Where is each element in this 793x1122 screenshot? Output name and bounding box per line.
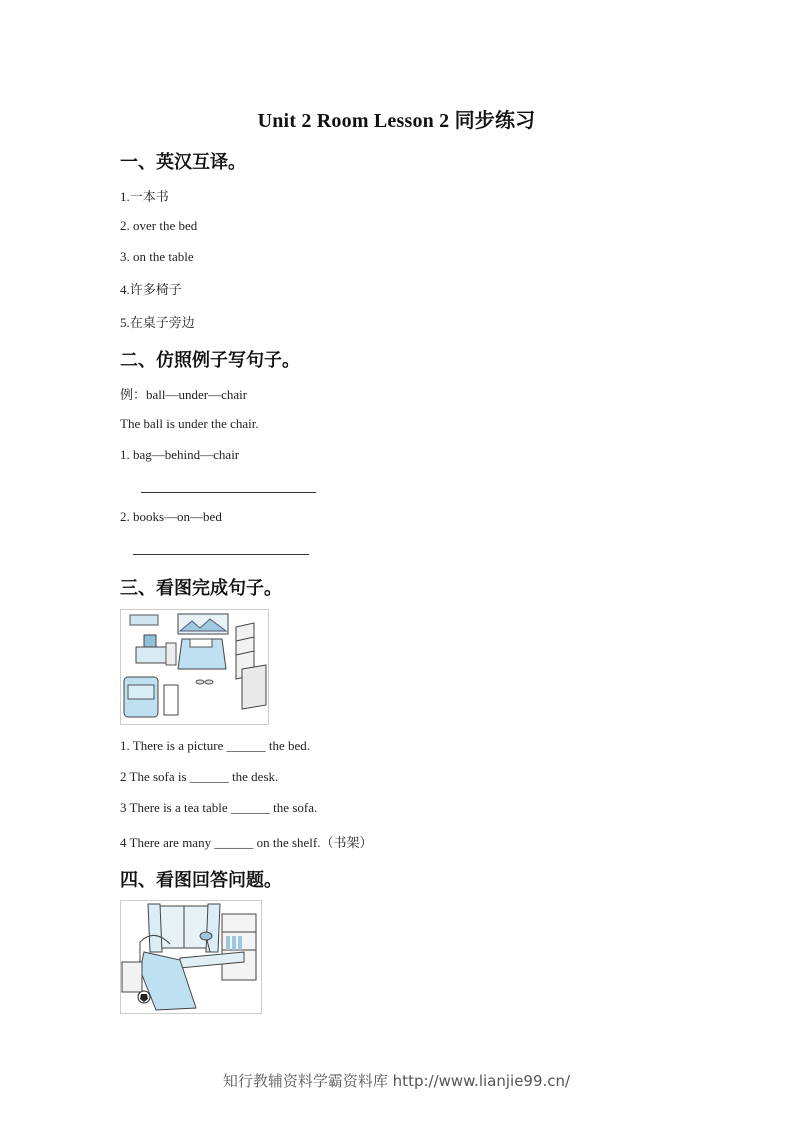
bedroom-picture-2 xyxy=(120,900,262,1014)
page-title: Unit 2 Room Lesson 2 同步练习 xyxy=(257,110,536,132)
question-item: 3. on the table xyxy=(120,249,194,264)
question-item: 1.一本书 xyxy=(120,189,169,204)
question-item: 1. There is a picture ______ the bed. xyxy=(120,738,311,753)
example-answer: The ball is under the chair. xyxy=(120,416,259,431)
answer-blank-line[interactable] xyxy=(141,492,316,493)
question-item: 4.许多椅子 xyxy=(120,282,182,297)
question-item: 4 There are many ______ on the shelf.（书架） xyxy=(120,835,373,850)
question-item: 3 There is a tea table ______ the sofa. xyxy=(120,800,318,815)
section-heading-answer-questions: 四、看图回答问题。 xyxy=(120,870,282,891)
question-item: 2. books—on—bed xyxy=(120,509,222,524)
section-heading-picture-sentences: 三、看图完成句子。 xyxy=(120,578,282,599)
section-heading-translate: 一、英汉互译。 xyxy=(120,152,246,173)
example-prompt: 例：ball—under—chair xyxy=(120,387,248,402)
question-item: 1. bag—behind—chair xyxy=(120,447,240,462)
section-heading-sentences: 二、仿照例子写句子。 xyxy=(120,350,300,371)
answer-blank-line[interactable] xyxy=(133,554,309,555)
question-item: 2. over the bed xyxy=(120,218,198,233)
bedroom-picture-1 xyxy=(120,609,269,725)
footer-watermark: 知行教辅资料学霸资料库 http://www.lianjie99.cn/ xyxy=(222,1072,571,1090)
question-item: 2 The sofa is ______ the desk. xyxy=(120,769,279,784)
question-item: 5.在桌子旁边 xyxy=(120,315,195,330)
